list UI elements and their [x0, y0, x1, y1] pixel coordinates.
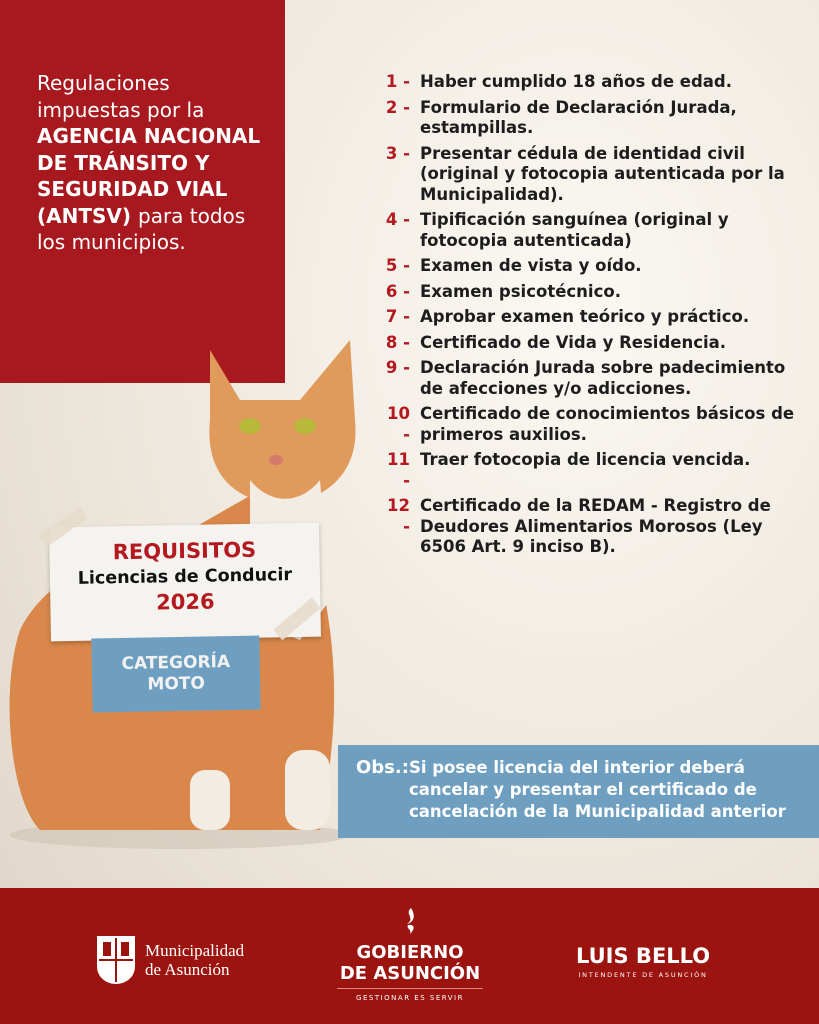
gob-line2: DE ASUNCIÓN — [339, 963, 481, 984]
requirement-item — [378, 450, 798, 491]
footer — [0, 888, 819, 1024]
requirements-list — [378, 72, 798, 563]
observation-box — [338, 745, 819, 838]
category-line2: MOTO — [147, 673, 206, 695]
category-line1: CATEGORÍA — [121, 652, 231, 674]
requirement-text: Tipificación sanguínea (original y fotocopia autenticada) — [420, 210, 729, 250]
intro-line1: Regulaciones impuestas por la — [37, 71, 205, 122]
requirement-number: 6 - — [385, 281, 410, 301]
requirement-text: Presentar cédula de identidad civil (original y fotocopia autenticada por la Municipalidad). — [420, 143, 785, 204]
requirement-text: Formulario de Declaración Jurada, estampillas. — [420, 97, 737, 137]
requirement-number: 7 - — [385, 307, 410, 326]
requirement-item — [378, 144, 798, 206]
requirement-text: Haber cumplido 18 años de edad. — [420, 72, 733, 91]
requirement-item — [378, 496, 798, 558]
requirement-number: 11 - — [387, 450, 410, 490]
requirement-text: Declaración Jurada sobre padecimiento de afecciones y/o adicciones. — [420, 358, 786, 398]
note-title: REQUISITOS — [112, 537, 257, 565]
requirement-text: Certificado de Vida y Residencia. — [420, 332, 727, 352]
requirement-number: 2 - — [385, 97, 410, 117]
intro-line2: para todos los municipios. — [37, 203, 246, 254]
gob-tagline: GESTIONAR ES SERVIR — [337, 988, 483, 1002]
muni-line1: Municipalidad — [145, 941, 245, 960]
requirement-item — [378, 256, 798, 277]
requirement-item — [378, 404, 798, 445]
requirement-number: 10 - — [387, 404, 410, 444]
requirement-number: 9 - — [385, 358, 410, 377]
requirement-item — [378, 307, 798, 328]
requirement-number: 4 - — [385, 210, 410, 229]
requirement-number: 12 - — [387, 496, 410, 536]
note-subtitle: Licencias de Conducir — [77, 565, 293, 589]
category-box — [91, 636, 260, 713]
requirement-item — [378, 358, 798, 399]
obs-label: Obs.: — [356, 757, 409, 778]
flame-icon — [402, 908, 418, 934]
luis-bello-logo — [576, 944, 710, 979]
requirement-text: Certificado de la REDAM - Registro de Deudores Alimentarios Morosos (Ley 6506 Art. 9 inciso B). — [420, 496, 771, 556]
luis-name: LUIS BELLO — [576, 944, 711, 968]
intro-text — [37, 70, 277, 256]
requirement-text: Traer fotocopia de licencia vencida. — [420, 450, 751, 469]
requirement-text: Certificado de conocimientos básicos de primeros auxilios. — [420, 404, 795, 444]
obs-text: Si posee licencia del interior deberá cancelar y presentar el certificado de cancelación de la Municipalidad anterior — [408, 758, 786, 821]
requirement-text: Examen de vista y oído. — [420, 256, 642, 275]
gobierno-logo — [337, 908, 483, 1002]
municipalidad-logo — [95, 934, 244, 986]
requirement-text: Examen psicotécnico. — [420, 281, 621, 301]
note-year: 2026 — [155, 589, 215, 615]
coat-of-arms-icon — [95, 934, 137, 986]
requirement-item — [378, 210, 798, 251]
requirement-item — [378, 98, 798, 139]
muni-line2: de Asunción — [145, 960, 230, 979]
luis-title: INTENDENTE DE ASUNCIÓN — [578, 971, 708, 979]
requirement-number: 3 - — [385, 143, 410, 163]
requirement-item — [378, 282, 798, 303]
requirement-number: 1 - — [385, 72, 410, 91]
requirement-item — [378, 72, 798, 93]
requirement-number: 8 - — [385, 332, 410, 352]
gob-line1: GOBIERNO — [356, 942, 464, 963]
requirement-number: 5 - — [385, 256, 410, 275]
requirement-text: Aprobar examen teórico y práctico. — [420, 307, 750, 326]
agency-name: AGENCIA NACIONAL DE TRÁNSITO Y SEGURIDAD VIAL (ANTSV) — [37, 124, 261, 228]
requirement-item — [378, 333, 798, 354]
